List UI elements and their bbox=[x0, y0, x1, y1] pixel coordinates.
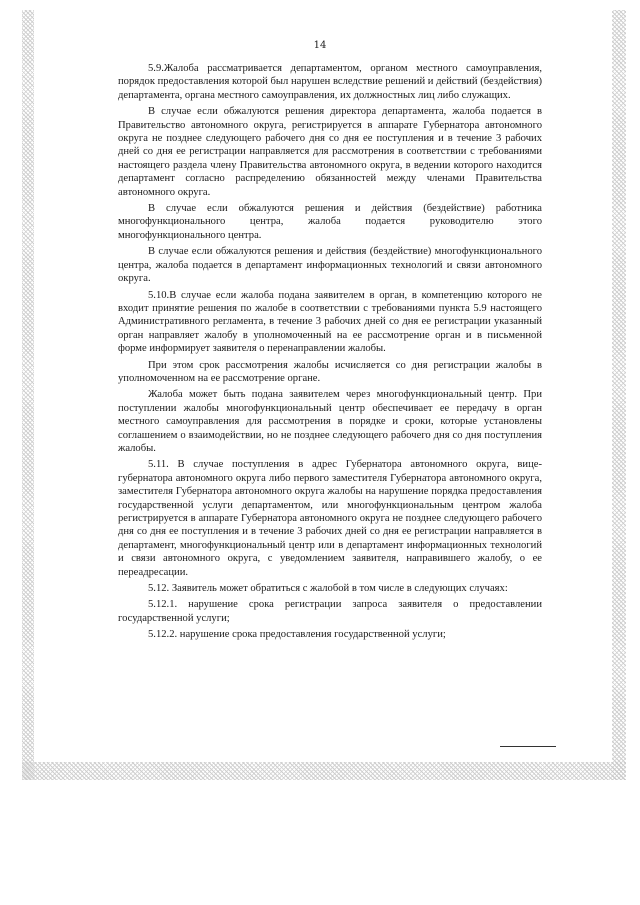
paragraph-5-12-1: 5.12.1. нарушение срока регистрации запроса заявителя о предоставлении государственной услуги; bbox=[118, 599, 542, 624]
scan-border-bottom bbox=[22, 762, 626, 780]
paragraph-5-12-2: 5.12.2. нарушение срока предоставления государственной услуги; bbox=[148, 629, 446, 641]
footer-rule bbox=[500, 746, 556, 747]
paragraph-5-10: 5.10.В случае если жалоба подана заявителем в орган, в компетенцию которого не входит принятие решения по жалобе в соответствии с требованиями пункта 5.9 настоящего Административного регламента, в течение 3 рабочих дней со дня ее регистрации указанный орган направляет жалобу в уполномоченный на ее рассмотрение орган и в письменной форме информирует заявителя о перенаправлении жалобы. bbox=[118, 289, 542, 355]
paragraph-5-11: 5.11. В случае поступления в адрес Губернатора автономного округа, вице-губернатора автономного округа либо первого заместителя Губернатора автономного округа, заместителя Губернатора автономного округа жалобы на нарушение порядка предоставления государственной услуги департаментом, или многофункциональным центром жалоба регистрируется в аппарате Губернатора автономного округа не позднее следующего рабочего дня со дня ее поступления и в течение 3 рабочих дней со дня ее регистрации направляется в департамент, многофункциональный центр или в департамент информационных технологий и связи автономного округа, с уведомлением заявителя, направившего жалобу, о ее переадресации. bbox=[118, 459, 542, 578]
paragraph-5-9: 5.9.Жалоба рассматривается департаментом, органом местного самоуправления, порядок предоставления которой был нарушен вследствие решений и действий (бездействия) департамента, органа местного самоуправления, их должностных лиц либо служащих. bbox=[118, 63, 542, 101]
paragraph-mfc-worker-appeal: В случае если обжалуются решения и действия (бездействие) работника многофункционального центра, жалоба подается руководителю этого многофункционального центра. bbox=[118, 203, 542, 241]
body-text bbox=[118, 62, 542, 645]
paragraph-director-appeal: В случае если обжалуются решения директора департамента, жалоба подается в Правительство автономного округа, регистрируется в аппарате Губернатора автономного округа не позднее следующего рабочего дня со дня ее поступления и в течение 3 рабочих дней со дня ее регистрации направляется для рассмотрения в соответствии с требованиями настоящего раздела члену Правительства автономного округа, в ведении которого находится департамент согласно распределению обязанностей между членами Правительства автономного округа. bbox=[118, 106, 542, 198]
scan-border-left bbox=[22, 10, 34, 780]
scan-border-right bbox=[612, 10, 626, 780]
paragraph-review-term: При этом срок рассмотрения жалобы исчисляется со дня регистрации жалобы в уполномоченном на ее рассмотрение органе. bbox=[118, 359, 542, 384]
paragraph-mfc-appeal: В случае если обжалуются решения и действия (бездействие) многофункционального центра, жалоба подается в департамент информационных технологий и связи автономного округа. bbox=[118, 246, 542, 285]
paragraph-mfc-submission: Жалоба может быть подана заявителем через многофункциональный центр. При поступлении жалобы многофункциональный центр обеспечивает ее передачу в орган местного самоуправления для рассмотрения в порядке и сроки, которые установлены соглашением о взаимодействии, но не позднее следующего рабочего дня со дня поступления жалобы. bbox=[118, 389, 542, 454]
page-number: 14 bbox=[313, 40, 327, 51]
paragraph-5-12: 5.12. Заявитель может обратиться с жалобой в том числе в следующих случаях: bbox=[148, 583, 508, 595]
